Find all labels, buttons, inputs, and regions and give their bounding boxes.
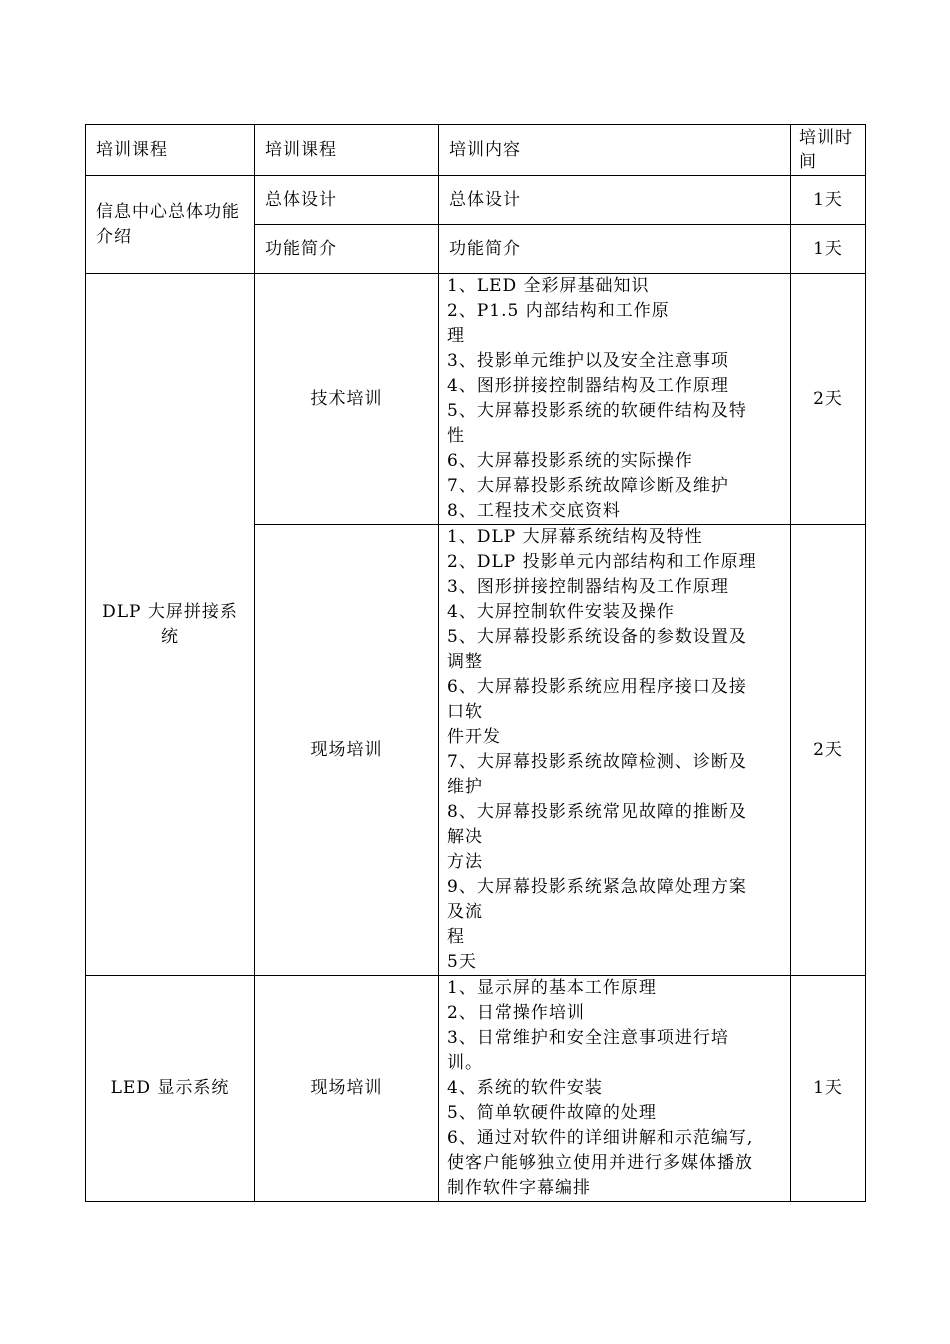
course-cell: 现场培训: [255, 976, 439, 1202]
course-cell: 现场培训: [255, 525, 439, 976]
content-line: 使客户能够独立使用并进行多媒体播放: [447, 1153, 753, 1173]
content-line: 7、大屏幕投影系统故障检测、诊断及: [447, 752, 747, 772]
content-line: 训。: [447, 1053, 483, 1073]
content-cell: [439, 274, 791, 525]
content-cell: [439, 525, 791, 976]
table-row: [86, 176, 866, 225]
content-line: 6、大屏幕投影系统应用程序接口及接: [447, 677, 747, 697]
content-line: 2、DLP 投影单元内部结构和工作原理: [447, 552, 757, 572]
content-line: 1、DLP 大屏幕系统结构及特性: [447, 527, 703, 547]
header-time: 培训时间: [791, 125, 866, 176]
days-cell: 2天: [791, 525, 866, 976]
days-cell: 1天: [791, 976, 866, 1202]
table-row: [86, 274, 866, 525]
content-line: 5天: [447, 952, 477, 972]
content-line: 件开发: [447, 727, 501, 747]
content-line: 2、P1.5 内部结构和工作原: [447, 301, 670, 321]
content-cell: 功能简介: [439, 225, 791, 274]
content-cell: [439, 976, 791, 1202]
course-cell: 总体设计: [255, 176, 439, 225]
category-cell: LED 显示系统: [86, 976, 255, 1202]
content-line: 方法: [447, 852, 483, 872]
content-line: 6、大屏幕投影系统的实际操作: [447, 451, 693, 471]
header-course: 培训课程: [255, 125, 439, 176]
content-line: 1、LED 全彩屏基础知识: [447, 276, 650, 296]
table-row: [86, 976, 866, 1202]
category-cell: 信息中心总体功能介绍: [86, 176, 255, 274]
content-line: 3、投影单元维护以及安全注意事项: [447, 351, 729, 371]
category-cell: DLP 大屏拼接系统: [86, 274, 255, 976]
content-line: 8、大屏幕投影系统常见故障的推断及: [447, 802, 747, 822]
header-row: [86, 125, 866, 176]
content-line: 及流: [447, 902, 483, 922]
content-line: 制作软件字幕编排: [447, 1178, 591, 1198]
days-cell: 2天: [791, 274, 866, 525]
content-line: 8、工程技术交底资料: [447, 501, 621, 521]
header-content: 培训内容: [439, 125, 791, 176]
content-line: 维护: [447, 777, 483, 797]
course-cell: 技术培训: [255, 274, 439, 525]
content-line: 6、通过对软件的详细讲解和示范编写,: [447, 1128, 754, 1148]
content-line: 5、大屏幕投影系统设备的参数设置及: [447, 627, 747, 647]
content-line: 性: [447, 426, 465, 446]
days-cell: 1天: [791, 176, 866, 225]
header-course-category: 培训课程: [86, 125, 255, 176]
content-line: 4、系统的软件安装: [447, 1078, 603, 1098]
course-cell: 功能简介: [255, 225, 439, 274]
days-cell: 1天: [791, 225, 866, 274]
content-line: 2、日常操作培训: [447, 1003, 585, 1023]
content-line: 5、大屏幕投影系统的软硬件结构及特: [447, 401, 747, 421]
content-cell: 总体设计: [439, 176, 791, 225]
content-line: 3、图形拼接控制器结构及工作原理: [447, 577, 729, 597]
content-line: 9、大屏幕投影系统紧急故障处理方案: [447, 877, 747, 897]
training-table: [85, 124, 866, 1202]
content-line: 1、显示屏的基本工作原理: [447, 978, 657, 998]
content-line: 理: [447, 326, 465, 346]
content-line: 3、日常维护和安全注意事项进行培: [447, 1028, 729, 1048]
content-line: 5、简单软硬件故障的处理: [447, 1103, 657, 1123]
content-line: 4、大屏控制软件安装及操作: [447, 602, 675, 622]
content-line: 程: [447, 927, 465, 947]
content-line: 调整: [447, 652, 483, 672]
content-line: 7、大屏幕投影系统故障诊断及维护: [447, 476, 729, 496]
content-line: 4、图形拼接控制器结构及工作原理: [447, 376, 729, 396]
content-line: 解决: [447, 827, 483, 847]
content-line: 口软: [447, 702, 483, 722]
